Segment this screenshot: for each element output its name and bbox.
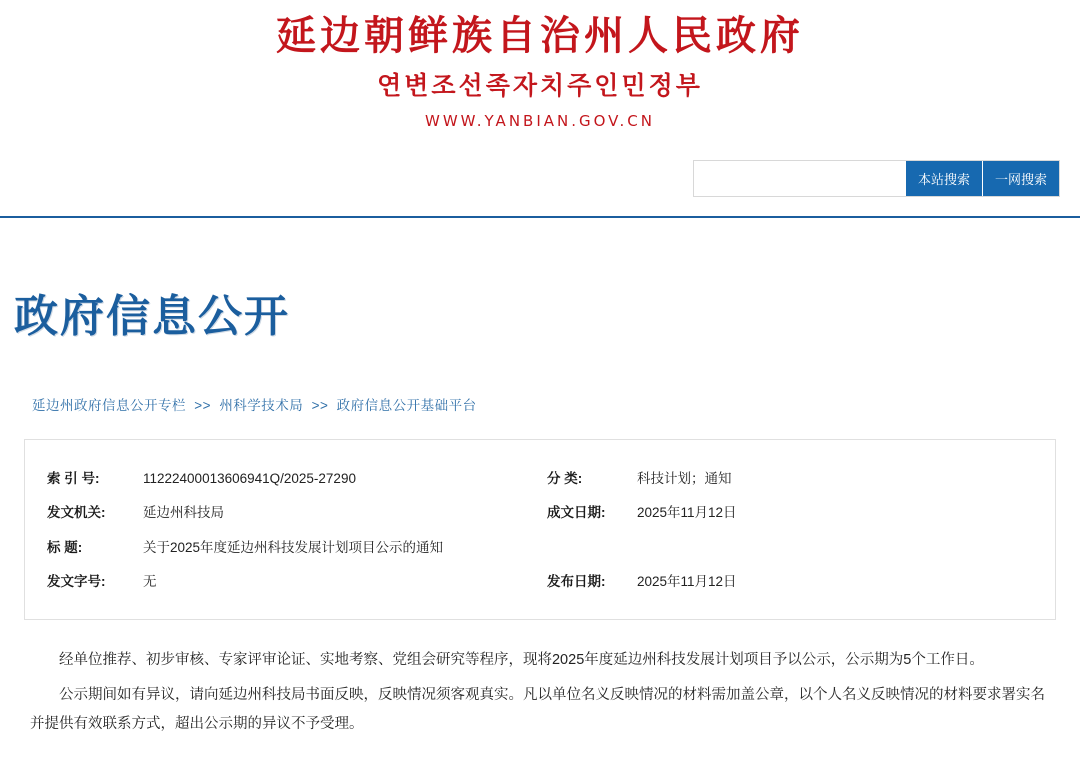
- table-row: [25, 462, 1055, 496]
- meta-label-index: 索 引 号:: [47, 471, 100, 486]
- table-row: [25, 565, 1055, 599]
- search-bar-row: [0, 160, 1080, 216]
- web-search-button[interactable]: 一网搜索: [982, 161, 1059, 196]
- breadcrumb-item-1[interactable]: 州科学技术局: [219, 398, 304, 413]
- meta-label-issuer: 发文机关:: [47, 505, 106, 521]
- meta-label-publish-date: 发布日期:: [547, 573, 606, 589]
- article-paragraph: 经单位推荐、初步审核、专家评审论证、实地考察、党组会研究等程序，现将2025年度延边州科技发展计划项目予以公示，公示期为5个工作日。: [59, 652, 984, 668]
- meta-label-empty: [547, 531, 637, 565]
- breadcrumb-item-2[interactable]: 政府信息公开基础平台: [336, 398, 477, 413]
- search-input[interactable]: [694, 161, 906, 196]
- site-title-cn: 延边朝鲜族自治州人民政府: [276, 12, 804, 59]
- meta-label-category: 分 类:: [547, 471, 583, 486]
- meta-label-doc-title: 标 题:: [47, 539, 83, 555]
- meta-value-written-date: 2025年11月12日: [637, 505, 737, 521]
- meta-value-publish-date: 2025年11月12日: [637, 573, 737, 589]
- table-row: [25, 531, 1055, 565]
- document-meta-box: [24, 439, 1056, 620]
- meta-value-doc-number: 无: [143, 573, 157, 589]
- meta-value-issuer: 延边州科技局: [143, 505, 224, 521]
- article-body: [30, 646, 1050, 739]
- search-box: [693, 160, 1060, 197]
- site-title-kr: 연변조선족자치주인민정부: [377, 71, 703, 100]
- meta-value-index: 11222400013606941Q/2025-27290: [143, 471, 356, 486]
- page-title: 政府信息公开: [14, 291, 290, 342]
- table-row: [25, 496, 1055, 530]
- meta-value-doc-title: 关于2025年度延边州科技发展计划项目公示的通知: [143, 539, 444, 555]
- meta-value-category: 科技计划；通知: [637, 471, 732, 486]
- breadcrumb-item-0[interactable]: 延边州政府信息公开专栏: [32, 398, 186, 413]
- meta-value-empty: [637, 531, 1055, 565]
- article-paragraph: 公示期间如有异议，请向延边州科技局书面反映，反映情况须客观真实。凡以单位名义反映情况的材料需加盖公章，以个人名义反映情况的材料要求署实名并提供有效联系方式，超出公示期的异议不予受理。: [30, 687, 1045, 732]
- site-url: WWW.YANBIAN.GOV.CN: [425, 112, 655, 130]
- header-divider: [0, 216, 1080, 218]
- breadcrumb-separator: >>: [194, 398, 212, 413]
- site-search-button[interactable]: 本站搜索: [906, 161, 982, 196]
- breadcrumb-separator: >>: [311, 398, 329, 413]
- meta-label-doc-number: 发文字号:: [47, 573, 106, 589]
- document-meta-table: [25, 462, 1055, 599]
- site-header: [0, 0, 1080, 130]
- meta-label-written-date: 成文日期:: [547, 505, 606, 521]
- breadcrumb: [32, 394, 1080, 414]
